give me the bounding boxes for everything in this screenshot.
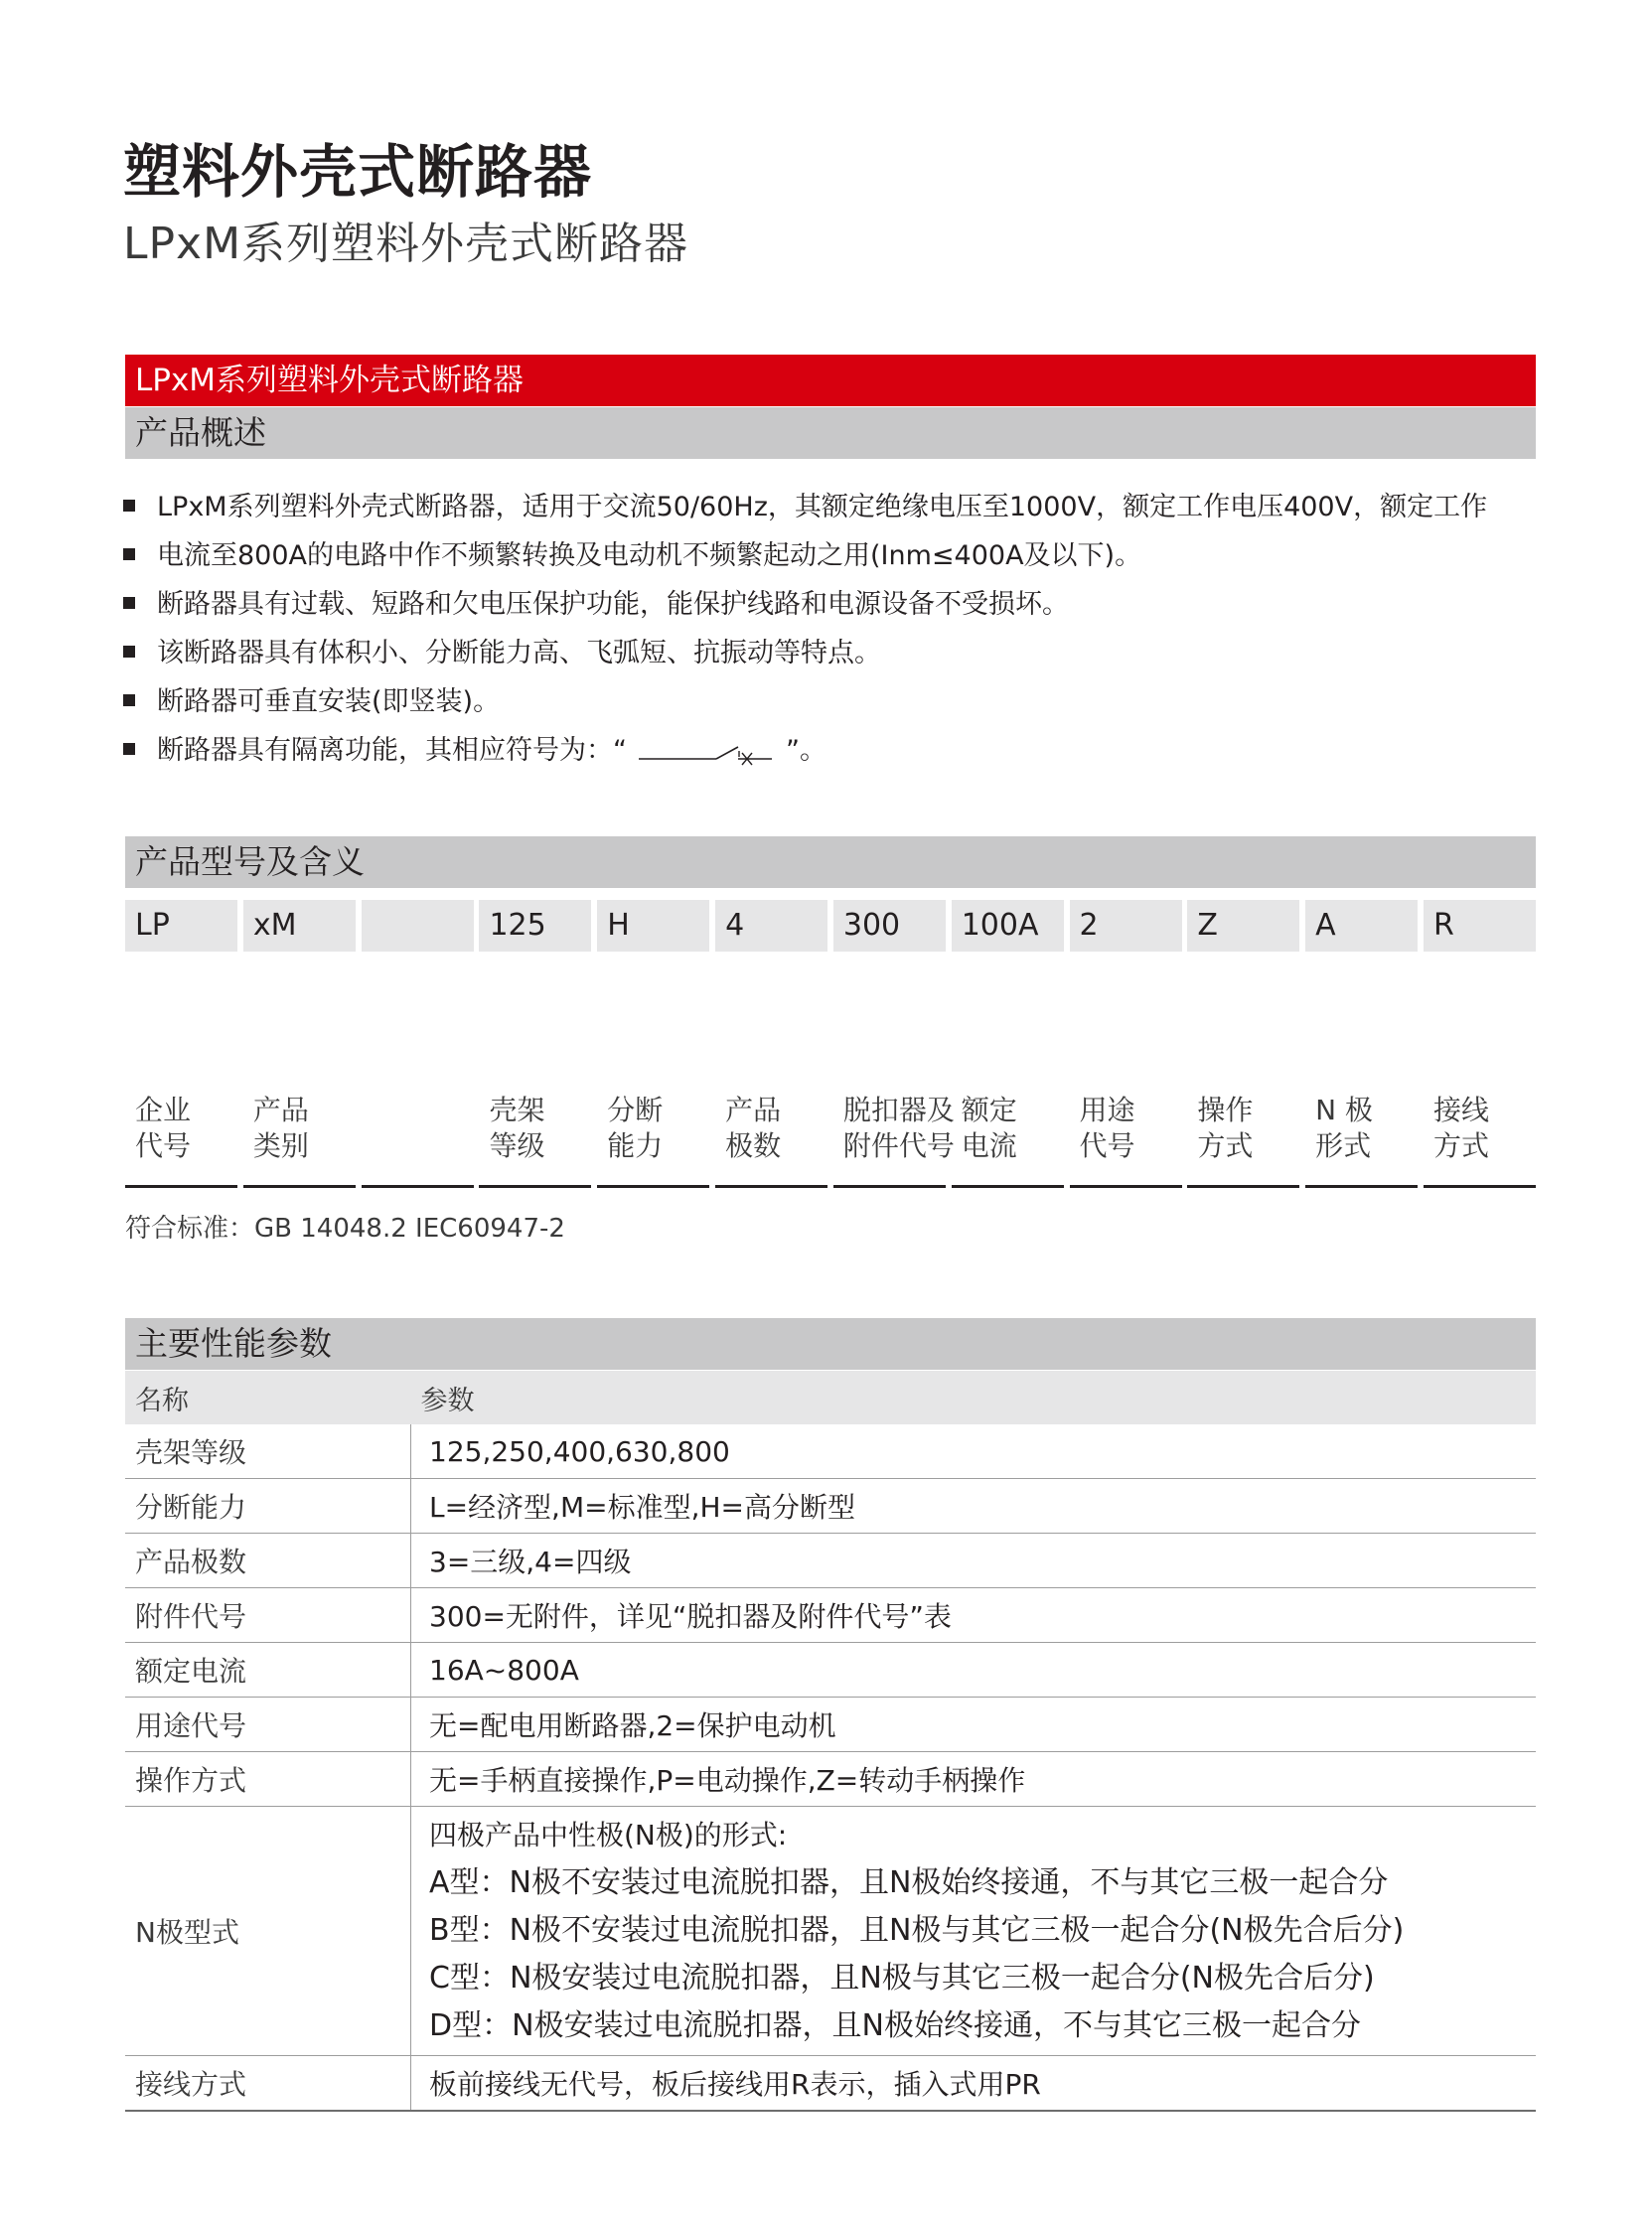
isolation-switch-symbol-icon — [627, 737, 786, 767]
list-item: 断路器可垂直安装(即竖装)。 — [123, 677, 1554, 726]
list-item: 电流至800A的电路中作不频繁转换及电动机不频繁起动之用(Inm≤400A及以下)。 — [123, 531, 1554, 580]
param-name: 操作方式 — [125, 1752, 411, 1807]
model-meaning-cell: 产品 类别 — [243, 1093, 356, 1188]
model-meaning-cell: 接线 方式 — [1424, 1093, 1536, 1188]
list-item: 该断路器具有体积小、分断能力高、飞弧短、抗振动等特点。 — [123, 629, 1554, 677]
bullet-square-icon — [123, 646, 135, 658]
param-name: 用途代号 — [125, 1698, 411, 1752]
bullet-square-icon — [123, 597, 135, 609]
model-code-cell: 2 — [1070, 900, 1182, 952]
table-row — [125, 2056, 1536, 2112]
model-code-row — [125, 900, 1536, 952]
series-banner: LPxM系列塑料外壳式断路器 — [125, 355, 1536, 406]
model-code-cell: A — [1305, 900, 1418, 952]
param-name: 分断能力 — [125, 1479, 411, 1534]
table-row — [125, 1643, 1536, 1698]
model-meaning-cell: 产品 极数 — [715, 1093, 827, 1188]
n-pole-line: D型：N极安装过电流脱扣器，且N极始终接通，不与其它三极一起合分 — [429, 2008, 1361, 2043]
table-row — [125, 1807, 1536, 2056]
n-pole-line: B型：N极不安装过电流脱扣器，且N极与其它三极一起合分(N极先合后分) — [429, 1913, 1405, 1948]
model-code-cell: xM — [243, 900, 356, 952]
column-header-param: 参数 — [411, 1371, 1537, 1424]
model-code-cell: LP — [125, 900, 237, 952]
n-pole-description — [411, 1807, 1537, 2056]
param-value: 3=三级,4=四级 — [411, 1534, 1537, 1588]
model-code-cell: R — [1424, 900, 1536, 952]
param-value: 300=无附件，详见“脱扣器及附件代号”表 — [411, 1588, 1537, 1643]
model-meaning-cell: 操作 方式 — [1187, 1093, 1299, 1188]
model-heading: 产品型号及含义 — [125, 836, 1536, 888]
table-row — [125, 1698, 1536, 1752]
n-pole-line: 四极产品中性极(N极)的形式: — [429, 1819, 788, 1851]
table-row — [125, 1588, 1536, 1643]
page-subtitle: LPxM系列塑料外壳式断路器 — [123, 219, 689, 269]
model-meaning-cell: 用途 代号 — [1070, 1093, 1182, 1188]
column-header-name: 名称 — [125, 1371, 411, 1424]
n-pole-line: C型：N极安装过电流脱扣器，且N极与其它三极一起合分(N极先合后分) — [429, 1961, 1375, 1996]
model-meaning-cell: 脱扣器及 附件代号 — [833, 1093, 946, 1188]
bullet-square-icon — [123, 743, 135, 755]
param-name: 附件代号 — [125, 1588, 411, 1643]
performance-heading: 主要性能参数 — [125, 1318, 1536, 1370]
bullet-square-icon — [123, 548, 135, 560]
table-header-row — [125, 1371, 1536, 1424]
param-value: 无=配电用断路器,2=保护电动机 — [411, 1698, 1537, 1752]
list-item: LPxM系列塑料外壳式断路器，适用于交流50/60Hz，其额定绝缘电压至1000V，额定工作电压400V，额定工作 — [123, 483, 1554, 531]
list-item: 断路器具有过载、短路和欠电压保护功能，能保护线路和电源设备不受损坏。 — [123, 580, 1554, 629]
table-row — [125, 1752, 1536, 1807]
model-meaning-cell: 额定 电流 — [952, 1093, 1064, 1188]
model-code-cell — [362, 900, 474, 952]
model-code-cell: 125 — [479, 900, 591, 952]
model-meaning-cell: N 极 形式 — [1305, 1093, 1418, 1188]
param-value: 无=手柄直接操作,P=电动操作,Z=转动手柄操作 — [411, 1752, 1537, 1807]
list-item: 断路器具有隔离功能，其相应符号为：“ ”。 — [123, 726, 1554, 775]
model-meaning-cell: 壳架 等级 — [479, 1093, 591, 1188]
page-title: 塑料外壳式断路器 — [123, 138, 593, 206]
model-code-cell: H — [597, 900, 709, 952]
model-meaning-row — [125, 1093, 1536, 1188]
performance-table — [125, 1371, 1536, 2112]
standards-note: 符合标准：GB 14048.2 IEC60947-2 — [125, 1214, 565, 1244]
n-pole-line: A型：N极不安装过电流脱扣器，且N极始终接通，不与其它三极一起合分 — [429, 1865, 1389, 1900]
param-name: N极型式 — [125, 1807, 411, 2056]
overview-heading: 产品概述 — [125, 407, 1536, 459]
param-value: 16A~800A — [411, 1643, 1537, 1698]
bullet-square-icon — [123, 694, 135, 706]
param-name: 额定电流 — [125, 1643, 411, 1698]
table-row — [125, 1424, 1536, 1479]
bullet-square-icon — [123, 500, 135, 512]
model-code-cell: Z — [1187, 900, 1299, 952]
model-code-cell: 100A — [952, 900, 1064, 952]
table-row — [125, 1479, 1536, 1534]
model-meaning-cell: 企业 代号 — [125, 1093, 237, 1188]
table-row — [125, 1534, 1536, 1588]
param-value: L=经济型,M=标准型,H=高分断型 — [411, 1479, 1537, 1534]
param-value: 板前接线无代号，板后接线用R表示，插入式用PR — [411, 2056, 1537, 2112]
model-meaning-cell — [362, 1093, 474, 1188]
overview-bullet-list — [123, 483, 1554, 775]
param-name: 壳架等级 — [125, 1424, 411, 1479]
model-code-cell: 4 — [715, 900, 827, 952]
model-code-cell: 300 — [833, 900, 946, 952]
param-name: 产品极数 — [125, 1534, 411, 1588]
param-name: 接线方式 — [125, 2056, 411, 2112]
model-meaning-cell: 分断 能力 — [597, 1093, 709, 1188]
param-value: 125,250,400,630,800 — [411, 1424, 1537, 1479]
